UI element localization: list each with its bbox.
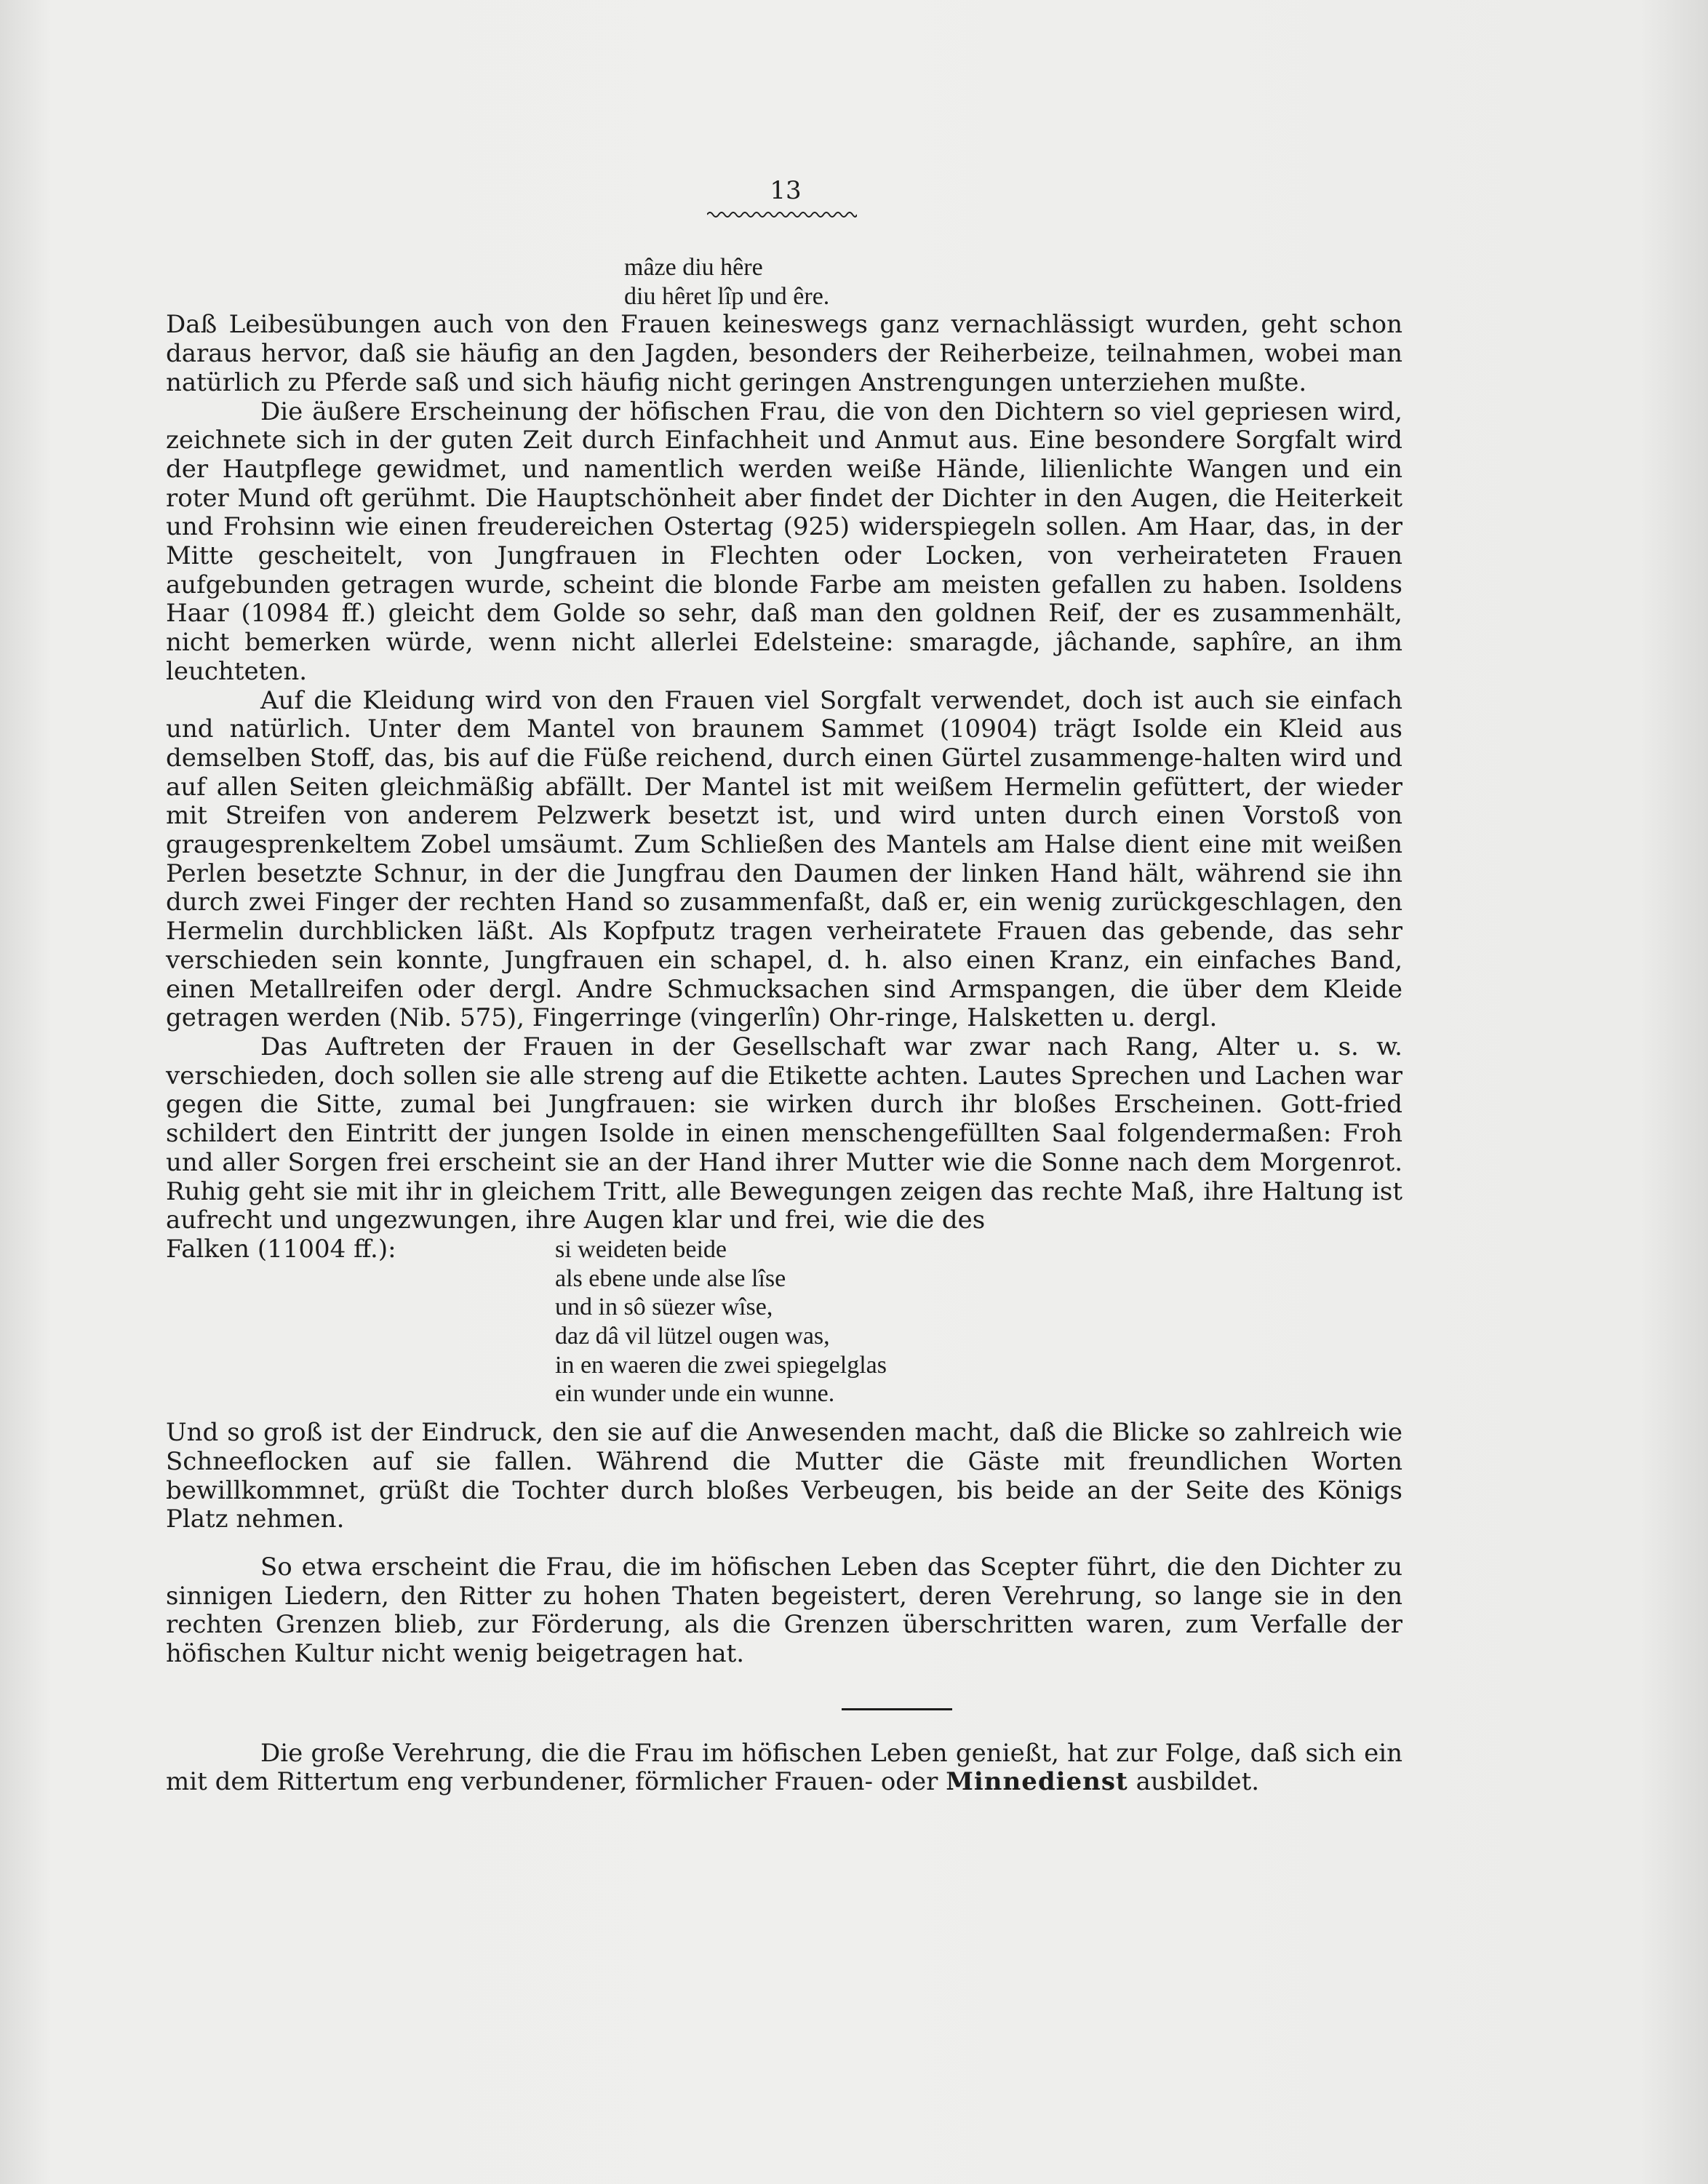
verse-line: und in sô süezer wîse,	[555, 1294, 773, 1321]
section-divider	[842, 1708, 952, 1710]
paragraph-eindruck: Und so groß ist der Eindruck, den sie auf die Anwesenden macht, daß die Blicke so zahlreich wie Schneeflocken auf sie fallen. Während die Mutter die Gäste mit freundlichen Worten bewillkommnet, grüßt die Tochter durch bloßes Verbeugen, bis beide an der Seite des Königs Platz nehmen.	[166, 1418, 1402, 1534]
wavy-ornament	[707, 210, 857, 220]
verse-line: daz dâ vil lützel ougen was,	[555, 1323, 830, 1350]
page-body	[166, 253, 1402, 1797]
verse-line: diu hêret lîp und êre.	[624, 282, 830, 310]
minnedienst-text-end: ausbildet.	[1136, 1767, 1260, 1797]
paragraph-auftreten: Das Auftreten der Frauen in der Gesellschaft war zwar nach Rang, Alter u. s. w. verschieden, doch sollen sie alle streng auf die Etikette achten. Lautes Sprechen und Lachen war gegen die Sitte, zumal bei Jungfrauen: sie wirken durch ihr bloßes Erscheinen. Gott-fried schildert den Eintritt der jungen Isolde in einen menschengefüllten Saal folgendermaßen: Froh und aller Sorgen frei erscheint sie an der Hand ihrer Mutter wie die Sonne nach dem Morgenrot. Ruhig geht sie mit ihr in gleichem Tritt, alle Bewegungen zeigen das rechte Maß, ihre Haltung ist aufrecht und ungezwungen, ihre Augen klar und frei, wie die des	[166, 1032, 1402, 1235]
minnedienst-text-start: Die große Verehrung, die die Frau im höfischen Leben genießt, hat zur Folge, daß sich ein mit dem Rittertum eng verbundener, förmlicher Frauen- oder	[166, 1738, 1402, 1797]
paragraph-kleidung: Auf die Kleidung wird von den Frauen viel Sorgfalt verwendet, doch ist auch sie einfach und natürlich. Unter dem Mantel von braunem Sammet (10904) trägt Isolde ein Kleid aus demselben Stoff, das, bis auf die Füße reichend, durch einen Gürtel zusammenge-halten wird und auf allen Seiten gleichmäßig abfällt. Der Mantel ist mit weißem Hermelin gefüttert, der wieder mit Streifen von anderem Pelzwerk besetzt ist, und wird unten durch einen Vorstoß von graugesprenkeltem Zobel umsäumt. Zum Schließen des Mantels am Halse dient eine mit weißen Perlen besetzte Schnur, in der die Jungfrau den Daumen der linken Hand hält, während sie ihn durch zwei Finger der rechten Hand so zusammenfaßt, daß er, ein wenig zurückgeschlagen, den Hermelin durchblicken läßt. Als Kopfputz tragen verheiratete Frauen das gebende, das sehr verschieden sein konnte, Jungfrauen ein schapel, d. h. also einen Kranz, ein einfaches Band, einen Metallreifen oder dergl. Andre Schmucksachen sind Armspangen, die über dem Kleide getragen werden (Nib. 575), Fingerringe (vingerlîn) Ohr-ringe, Halsketten u. dergl.	[166, 685, 1402, 1033]
verse-line: si weideten beide	[555, 1235, 727, 1263]
minnedienst-term: Minnedienst	[946, 1767, 1128, 1797]
verse-quote-top	[166, 253, 1402, 311]
paragraph-leibesuebungen: Daß Leibesübungen auch von den Frauen keineswegs ganz vernachlässigt wurden, geht schon daraus hervor, daß sie häufig an den Jagden, besonders der Reiherbeize, teilnahmen, wobei man natürlich zu Pferde saß und sich häufig nicht geringen Anstrengungen unterziehen mußte.	[166, 310, 1402, 397]
paragraph-scepter: So etwa erscheint die Frau, die im höfischen Leben das Scepter führt, die den Dichter zu sinnigen Liedern, den Ritter zu hohen Thaten begeistert, deren Verehrung, so lange sie in den rechten Grenzen blieb, zur Förderung, als die Grenzen überschritten waren, zum Verfalle der höfischen Kultur nicht wenig beigetragen hat.	[166, 1552, 1402, 1669]
verse-line: ein wunder unde ein wunne.	[555, 1380, 835, 1408]
paragraph-erscheinung: Die äußere Erscheinung der höfischen Frau, die von den Dichtern so viel gepriesen wird, zeichnete sich in der guten Zeit durch Einfachheit und Anmut aus. Eine besondere Sorgfalt wird der Hautpflege gewidmet, und namentlich werden weiße Hände, lilienlichte Wangen und ein roter Mund oft gerühmt. Die Hauptschönheit aber findet der Dichter in den Augen, die Heiterkeit und Frohsinn wie einen freudereichen Ostertag (925) widerspiegeln sollen. Am Haar, das, in der Mitte gescheitelt, von Jungfrauen in Flechten oder Locken, von verheirateten Frauen aufgebunden getragen wurde, scheint die blonde Farbe am meisten gefallen zu haben. Isoldens Haar (10984 ff.) gleicht dem Golde so sehr, daß man den goldnen Reif, der es zusammenhält, nicht bemerken würde, wenn nicht allerlei Edelsteine: smaragde, jâchande, saphîre, an ihm leuchteten.	[166, 396, 1402, 686]
paragraph-auftreten-end: Falken (11004 ff.):	[166, 1234, 396, 1264]
verse-line: mâze diu hêre	[624, 254, 763, 281]
paragraph-minnedienst	[166, 1739, 1402, 1797]
verse-line: in en waeren die zwei spiegelglas	[555, 1351, 887, 1379]
verse-line: als ebene unde alse lîse	[555, 1264, 786, 1292]
verse-block-wrapper	[166, 1235, 1402, 1408]
page-number: 13	[770, 176, 802, 205]
